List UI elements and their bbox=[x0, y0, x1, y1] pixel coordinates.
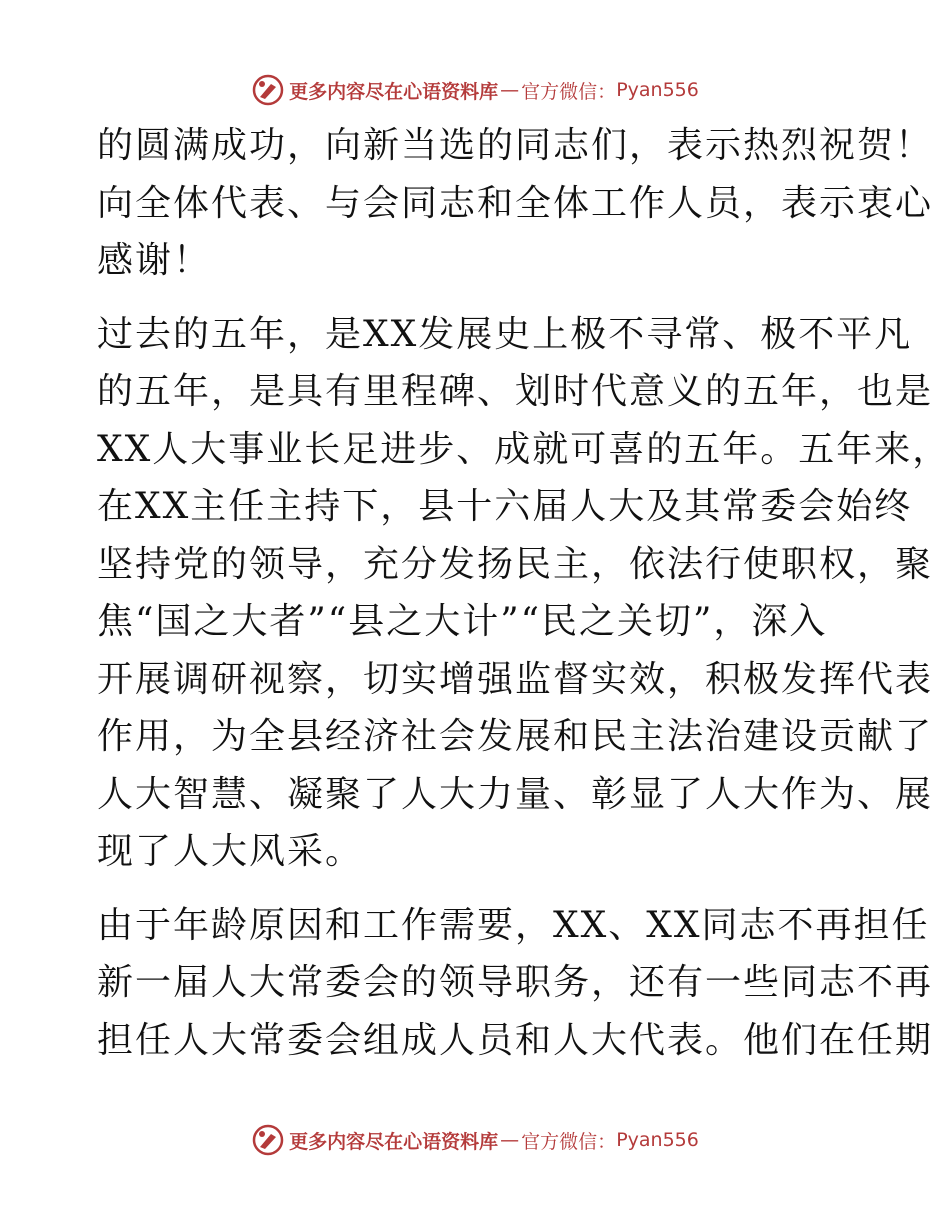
paragraph bbox=[97, 117, 934, 290]
text-line: 开展调研视察，切实增强监督实效，积极发挥代表 bbox=[97, 658, 934, 700]
text-line: 现了人大风采。 bbox=[97, 831, 364, 872]
header-separator: — bbox=[500, 79, 520, 101]
footer-wechat-label: 官方微信： bbox=[521, 1130, 617, 1153]
paragraph bbox=[97, 897, 934, 1070]
text-line: 感谢！ bbox=[97, 240, 212, 281]
text-line: 由于年龄原因和工作需要，XX、XX同志不再担任 bbox=[97, 904, 930, 946]
footer-brand-text: 更多内容尽在心语资料库 bbox=[289, 1130, 499, 1153]
paragraph bbox=[97, 306, 950, 881]
text-line: 过去的五年，是XX发展史上极不寻常、极不平凡 bbox=[97, 313, 913, 355]
text-line: 新一届人大常委会的领导职务，还有一些同志不再 bbox=[97, 962, 934, 1003]
paragraph-gap bbox=[97, 881, 857, 897]
footer-banner bbox=[0, 1120, 950, 1160]
footer-separator: — bbox=[500, 1129, 520, 1151]
paragraph-gap bbox=[97, 290, 857, 306]
text-line: 的圆满成功，向新当选的同志们，表示热烈祝贺！ bbox=[97, 125, 934, 166]
text-line: 的五年，是具有里程碑、划时代意义的五年，也是 bbox=[97, 371, 934, 412]
header-wechat-label: 官方微信： bbox=[521, 80, 617, 103]
brand-logo-icon bbox=[251, 1123, 285, 1157]
header-brand-text: 更多内容尽在心语资料库 bbox=[289, 80, 499, 103]
text-line: 担任人大常委会组成人员和人大代表。他们在任期 bbox=[97, 1019, 934, 1061]
document-body bbox=[97, 117, 950, 1069]
text-line: 坚持党的领导，充分发扬民主，依法行使职权，聚 bbox=[97, 543, 934, 585]
text-line: 人大智慧、凝聚了人大力量、彰显了人大作为、展 bbox=[97, 773, 934, 815]
footer-wechat-handle: Pyan556 bbox=[616, 1129, 699, 1151]
text-line: XX人大事业长足进步、成就可喜的五年。五年来， bbox=[97, 428, 950, 470]
text-line: 焦“国之大者”“县之大计”“民之关切”，深入 bbox=[97, 601, 828, 642]
header-wechat-handle: Pyan556 bbox=[616, 79, 699, 101]
header-banner bbox=[0, 70, 950, 110]
brand-logo-icon bbox=[251, 73, 285, 107]
text-line: 向全体代表、与会同志和全体工作人员，表示衷心 bbox=[97, 182, 934, 224]
text-line: 作用，为全县经济社会发展和民主法治建设贡献了 bbox=[97, 716, 934, 757]
text-line: 在XX主任主持下，县十六届人大及其常委会始终 bbox=[97, 486, 913, 527]
